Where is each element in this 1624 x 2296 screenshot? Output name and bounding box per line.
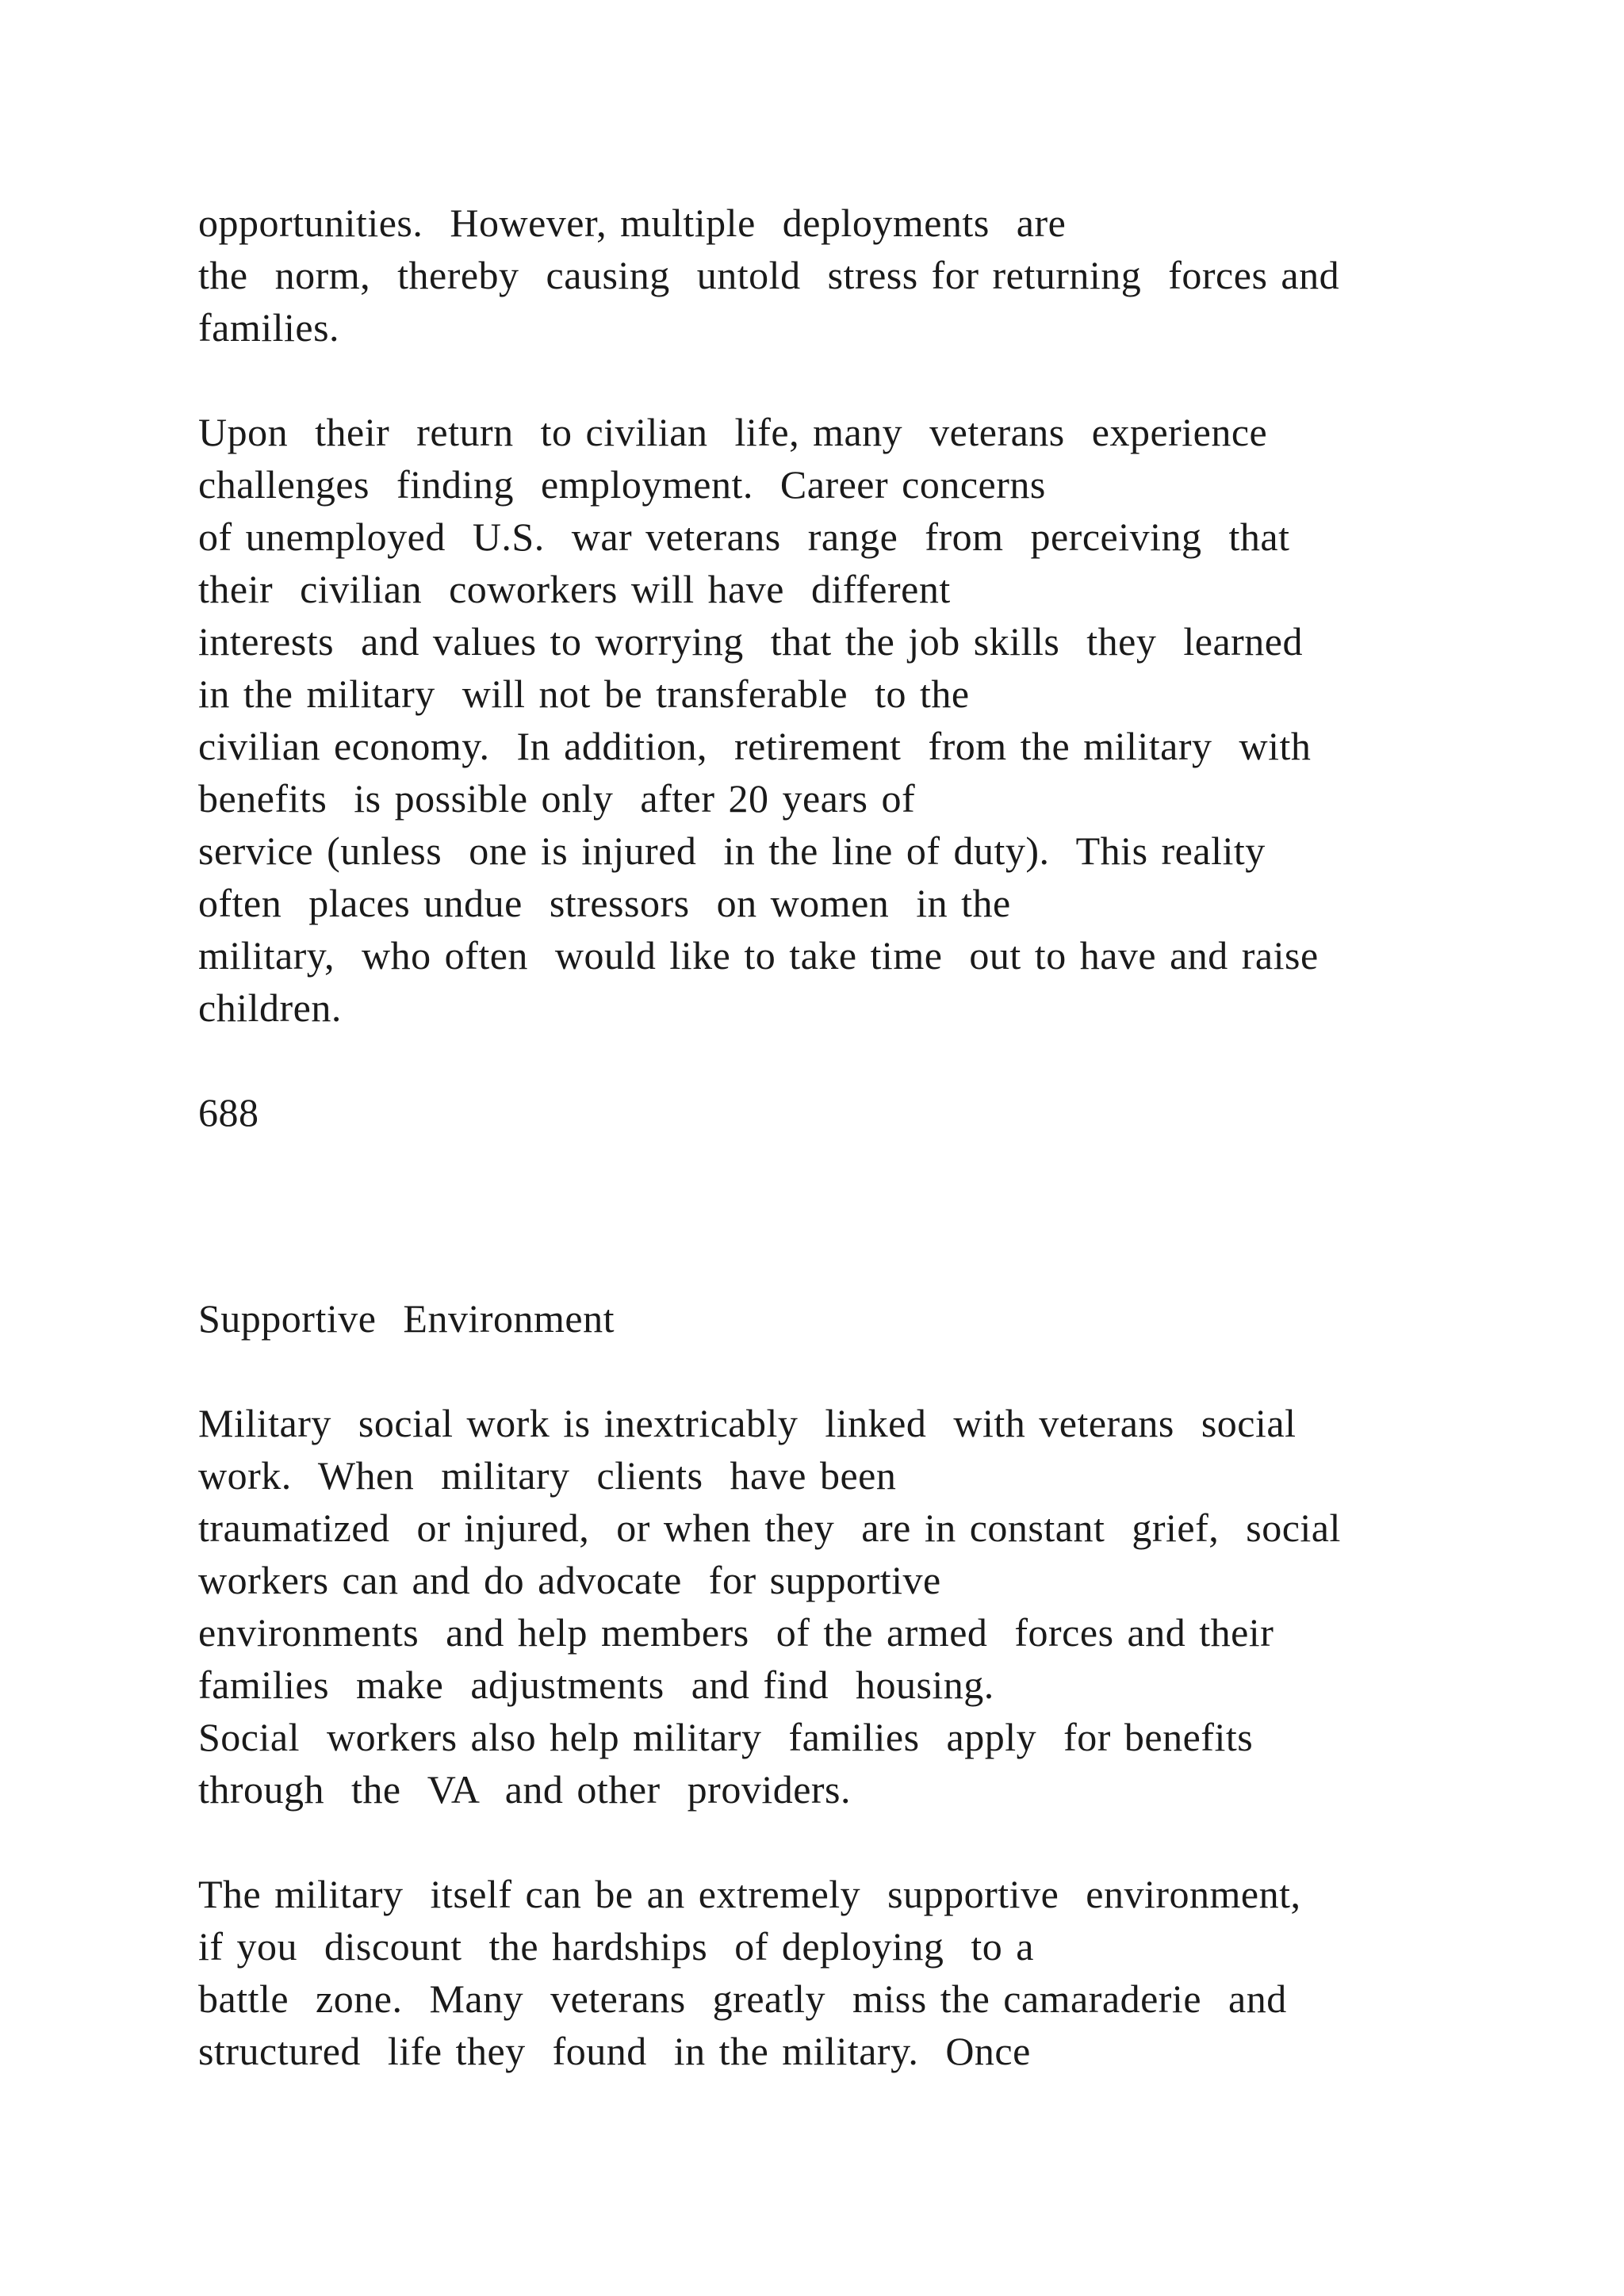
paragraph-employment: [198, 406, 1546, 1034]
text-line: civilian economy. In addition, retirement from the military with: [198, 724, 1312, 768]
text-line: families.: [198, 305, 340, 350]
paragraph-military-environment: [198, 1868, 1546, 2077]
text-line: of unemployed U.S. war veterans range from perceiving that: [198, 515, 1290, 559]
text-line: through the VA and other providers.: [198, 1767, 852, 1812]
paragraph-deployments: [198, 197, 1546, 354]
text-line: The military itself can be an extremely supportive environment,: [198, 1872, 1301, 1916]
text-line: traumatized or injured, or when they are in constant grief, social: [198, 1506, 1341, 1550]
text-line: often places undue stressors on women in the: [198, 881, 1011, 925]
text-line: battle zone. Many veterans greatly miss the camaraderie and: [198, 1976, 1287, 2021]
text-line: military, who often would like to take time out to have and raise: [198, 933, 1319, 978]
text-line: Upon their return to civilian life, many veterans experience: [198, 410, 1268, 454]
text-line: benefits is possible only after 20 years of: [198, 776, 916, 821]
page-number: [198, 1086, 1546, 1138]
text-line: the norm, thereby causing untold stress for returning forces and: [198, 253, 1340, 297]
text-line: workers can and do advocate for supportive: [198, 1558, 941, 1602]
text-line: their civilian coworkers will have different: [198, 567, 951, 611]
heading-text: Supportive Environment: [198, 1296, 615, 1341]
text-line: challenges finding employment. Career concerns: [198, 462, 1046, 507]
page-number-text: 688: [198, 1090, 259, 1135]
text-line: environments and help members of the armed forces and their: [198, 1610, 1274, 1655]
paragraph-social-work: [198, 1397, 1546, 1816]
section-heading: [198, 1292, 1546, 1345]
text-line: families make adjustments and find housing.: [198, 1663, 994, 1707]
text-line: work. When military clients have been: [198, 1453, 897, 1498]
text-line: if you discount the hardships of deploying to a: [198, 1924, 1034, 1969]
text-line: Social workers also help military families apply for benefits: [198, 1715, 1254, 1759]
text-line: interests and values to worrying that the job skills they learned: [198, 619, 1303, 664]
text-line: Military social work is inextricably linked with veterans social: [198, 1401, 1297, 1445]
text-line: structured life they found in the military. Once: [198, 2029, 1031, 2073]
text-line: children.: [198, 985, 342, 1030]
text-line: opportunities. However, multiple deployments are: [198, 201, 1067, 245]
text-line: in the military will not be transferable to the: [198, 672, 970, 716]
text-line: service (unless one is injured in the line of duty). This reality: [198, 828, 1266, 873]
